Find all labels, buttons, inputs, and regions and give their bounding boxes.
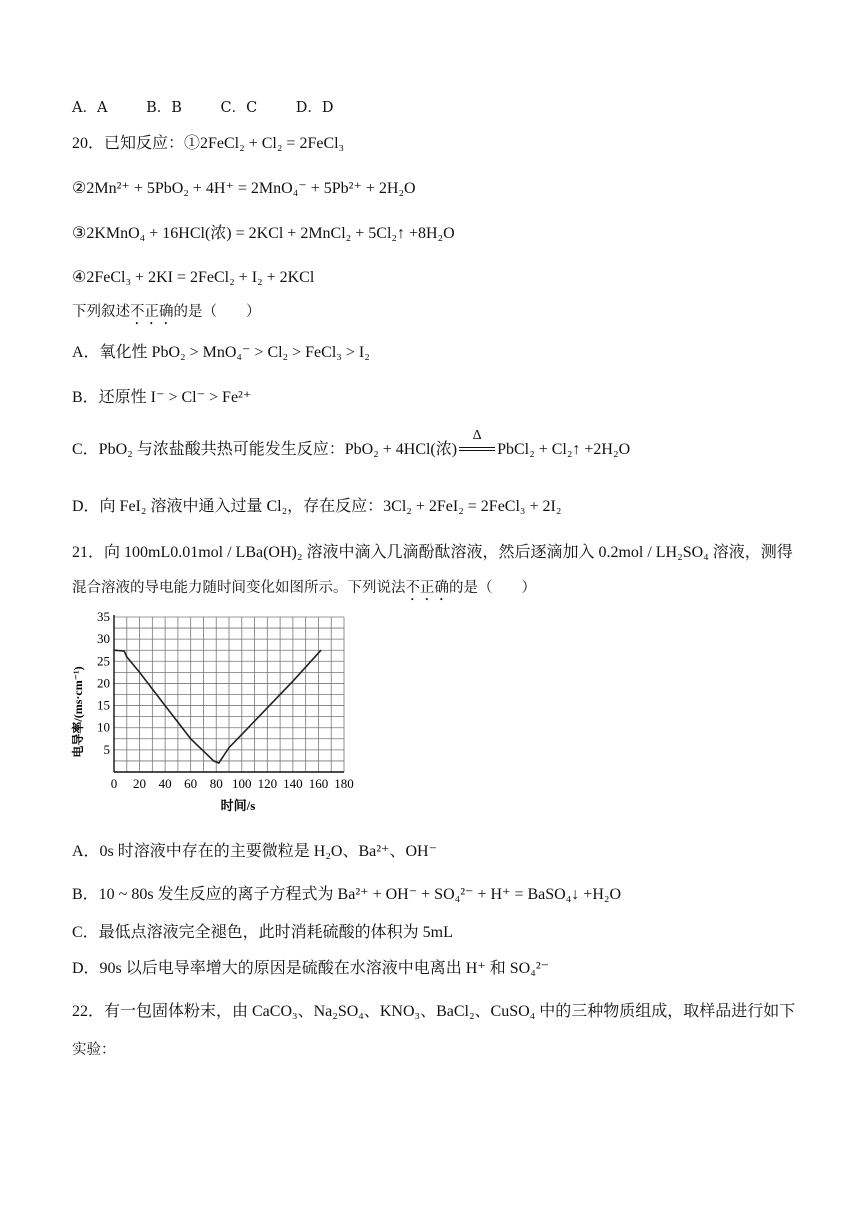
option-c: C．C (220, 100, 258, 116)
q22-line1: 22．有一包固体粉末，由 CaCO₃、Na₂SO₄、KNO₃、BaCl₂、CuSO₄ 中的三种物质组成，取样品进行如下 (72, 1003, 796, 1020)
q21-stem-pre: 混合溶液的导电能力随时间变化如图所示。下列说法 (72, 580, 406, 596)
q20-reaction-2: ②2Mn²⁺ + 5PbO₂ + 4H⁺ = 2MnO₄⁻ + 5Pb²⁺ + 2H₂O (72, 180, 416, 197)
x-tick-label: 60 (184, 776, 198, 791)
x-tick-label: 40 (158, 776, 172, 791)
q20-question (72, 302, 261, 328)
q20-option-c-pre: C．PbO₂ 与浓盐酸共热可能发生反应：PbO₂ + 4HCl(浓) (72, 441, 458, 458)
x-tick-label: 180 (334, 776, 354, 791)
y-tick-label: 10 (97, 719, 110, 735)
x-tick-label: 100 (232, 776, 252, 791)
q20-reaction-4: ④2FeCl₃ + 2KI = 2FeCl₂ + I₂ + 2KCl (72, 269, 315, 286)
q21-stem-line2 (72, 578, 536, 604)
q20-option-c-post: PbCl₂ + Cl₂↑ +2H₂O (497, 441, 631, 458)
y-tick-label: 15 (97, 697, 110, 713)
option-a: A．A (72, 100, 108, 116)
q20-reaction-3: ③2KMnO₄ + 16HCl(浓) = 2KCl + 2MnCl₂ + 5Cl₂↑ +8H₂O (72, 225, 455, 242)
q21-option-b: B．10 ~ 80s 发生反应的离子方程式为 Ba²⁺ + OH⁻ + SO₄²⁻ + H⁺ = BaSO₄↓ +H₂O (72, 886, 622, 903)
q20-option-a: A．氧化性 PbO₂ > MnO₄⁻ > Cl₂ > FeCl₃ > I₂ (72, 344, 370, 361)
x-axis-label: 时间/s (220, 798, 256, 813)
q21-stem-post: 的是（ ） (449, 580, 536, 596)
equals-bar (459, 447, 495, 451)
q21-stem-emphasis: 不正确 (405, 580, 449, 596)
q20-question-pre: 下列叙述 (72, 304, 130, 320)
y-tick-label: 25 (97, 653, 110, 669)
x-tick-label: 0 (110, 776, 118, 791)
heat-arrow (457, 428, 497, 460)
q20-option-d: D．向 FeI₂ 溶液中通入过量 Cl₂，存在反应：3Cl₂ + 2FeI₂ = 2FeCl₃ + 2I₂ (72, 498, 562, 515)
q19-options (72, 98, 368, 118)
q22-line2: 实验： (72, 1042, 116, 1058)
delta-symbol: Δ (472, 428, 482, 443)
x-tick-label: 140 (283, 776, 303, 791)
option-d: D．D (295, 100, 334, 116)
q21-option-d: D．90s 以后电导率增大的原因是硫酸在水溶液中电离出 H⁺ 和 SO₄²⁻ (72, 960, 550, 977)
x-tick-label: 160 (308, 776, 329, 791)
y-tick-label: 20 (97, 675, 110, 691)
x-tick-label: 120 (257, 776, 278, 791)
q21-option-a: A．0s 时溶液中存在的主要微粒是 H₂O、Ba²⁺、OH⁻ (72, 843, 438, 860)
q20-option-b: B．还原性 I⁻ > Cl⁻ > Fe²⁺ (72, 389, 252, 406)
y-tick-label: 5 (103, 741, 110, 757)
conductivity-line (114, 650, 321, 763)
q21-stem-line1: 21．向 100mL0.01mol / LBa(OH)₂ 溶液中滴入几滴酚酞溶液，然后逐滴加入 0.2mol / LH₂SO₄ 溶液，测得 (72, 544, 793, 561)
q20-question-emphasis: 不正确 (130, 304, 174, 320)
q20-stem: 20．已知反应：①2FeCl₂ + Cl₂ = 2FeCl₃ (72, 135, 345, 152)
y-tick-label: 35 (97, 612, 110, 624)
q20-question-post: 的是（ ） (173, 304, 261, 320)
q21-option-c: C．最低点溶液完全褪色，此时消耗硫酸的体积为 5mL (72, 924, 453, 941)
x-tick-label: 80 (209, 776, 223, 791)
y-axis-label: 电导率/(ms·cm⁻¹) (71, 666, 85, 758)
option-b: B．B (146, 100, 182, 116)
conductivity-chart (66, 612, 366, 818)
x-tick-label: 20 (133, 776, 147, 791)
y-tick-label: 30 (97, 631, 110, 647)
q20-option-c (72, 428, 631, 460)
